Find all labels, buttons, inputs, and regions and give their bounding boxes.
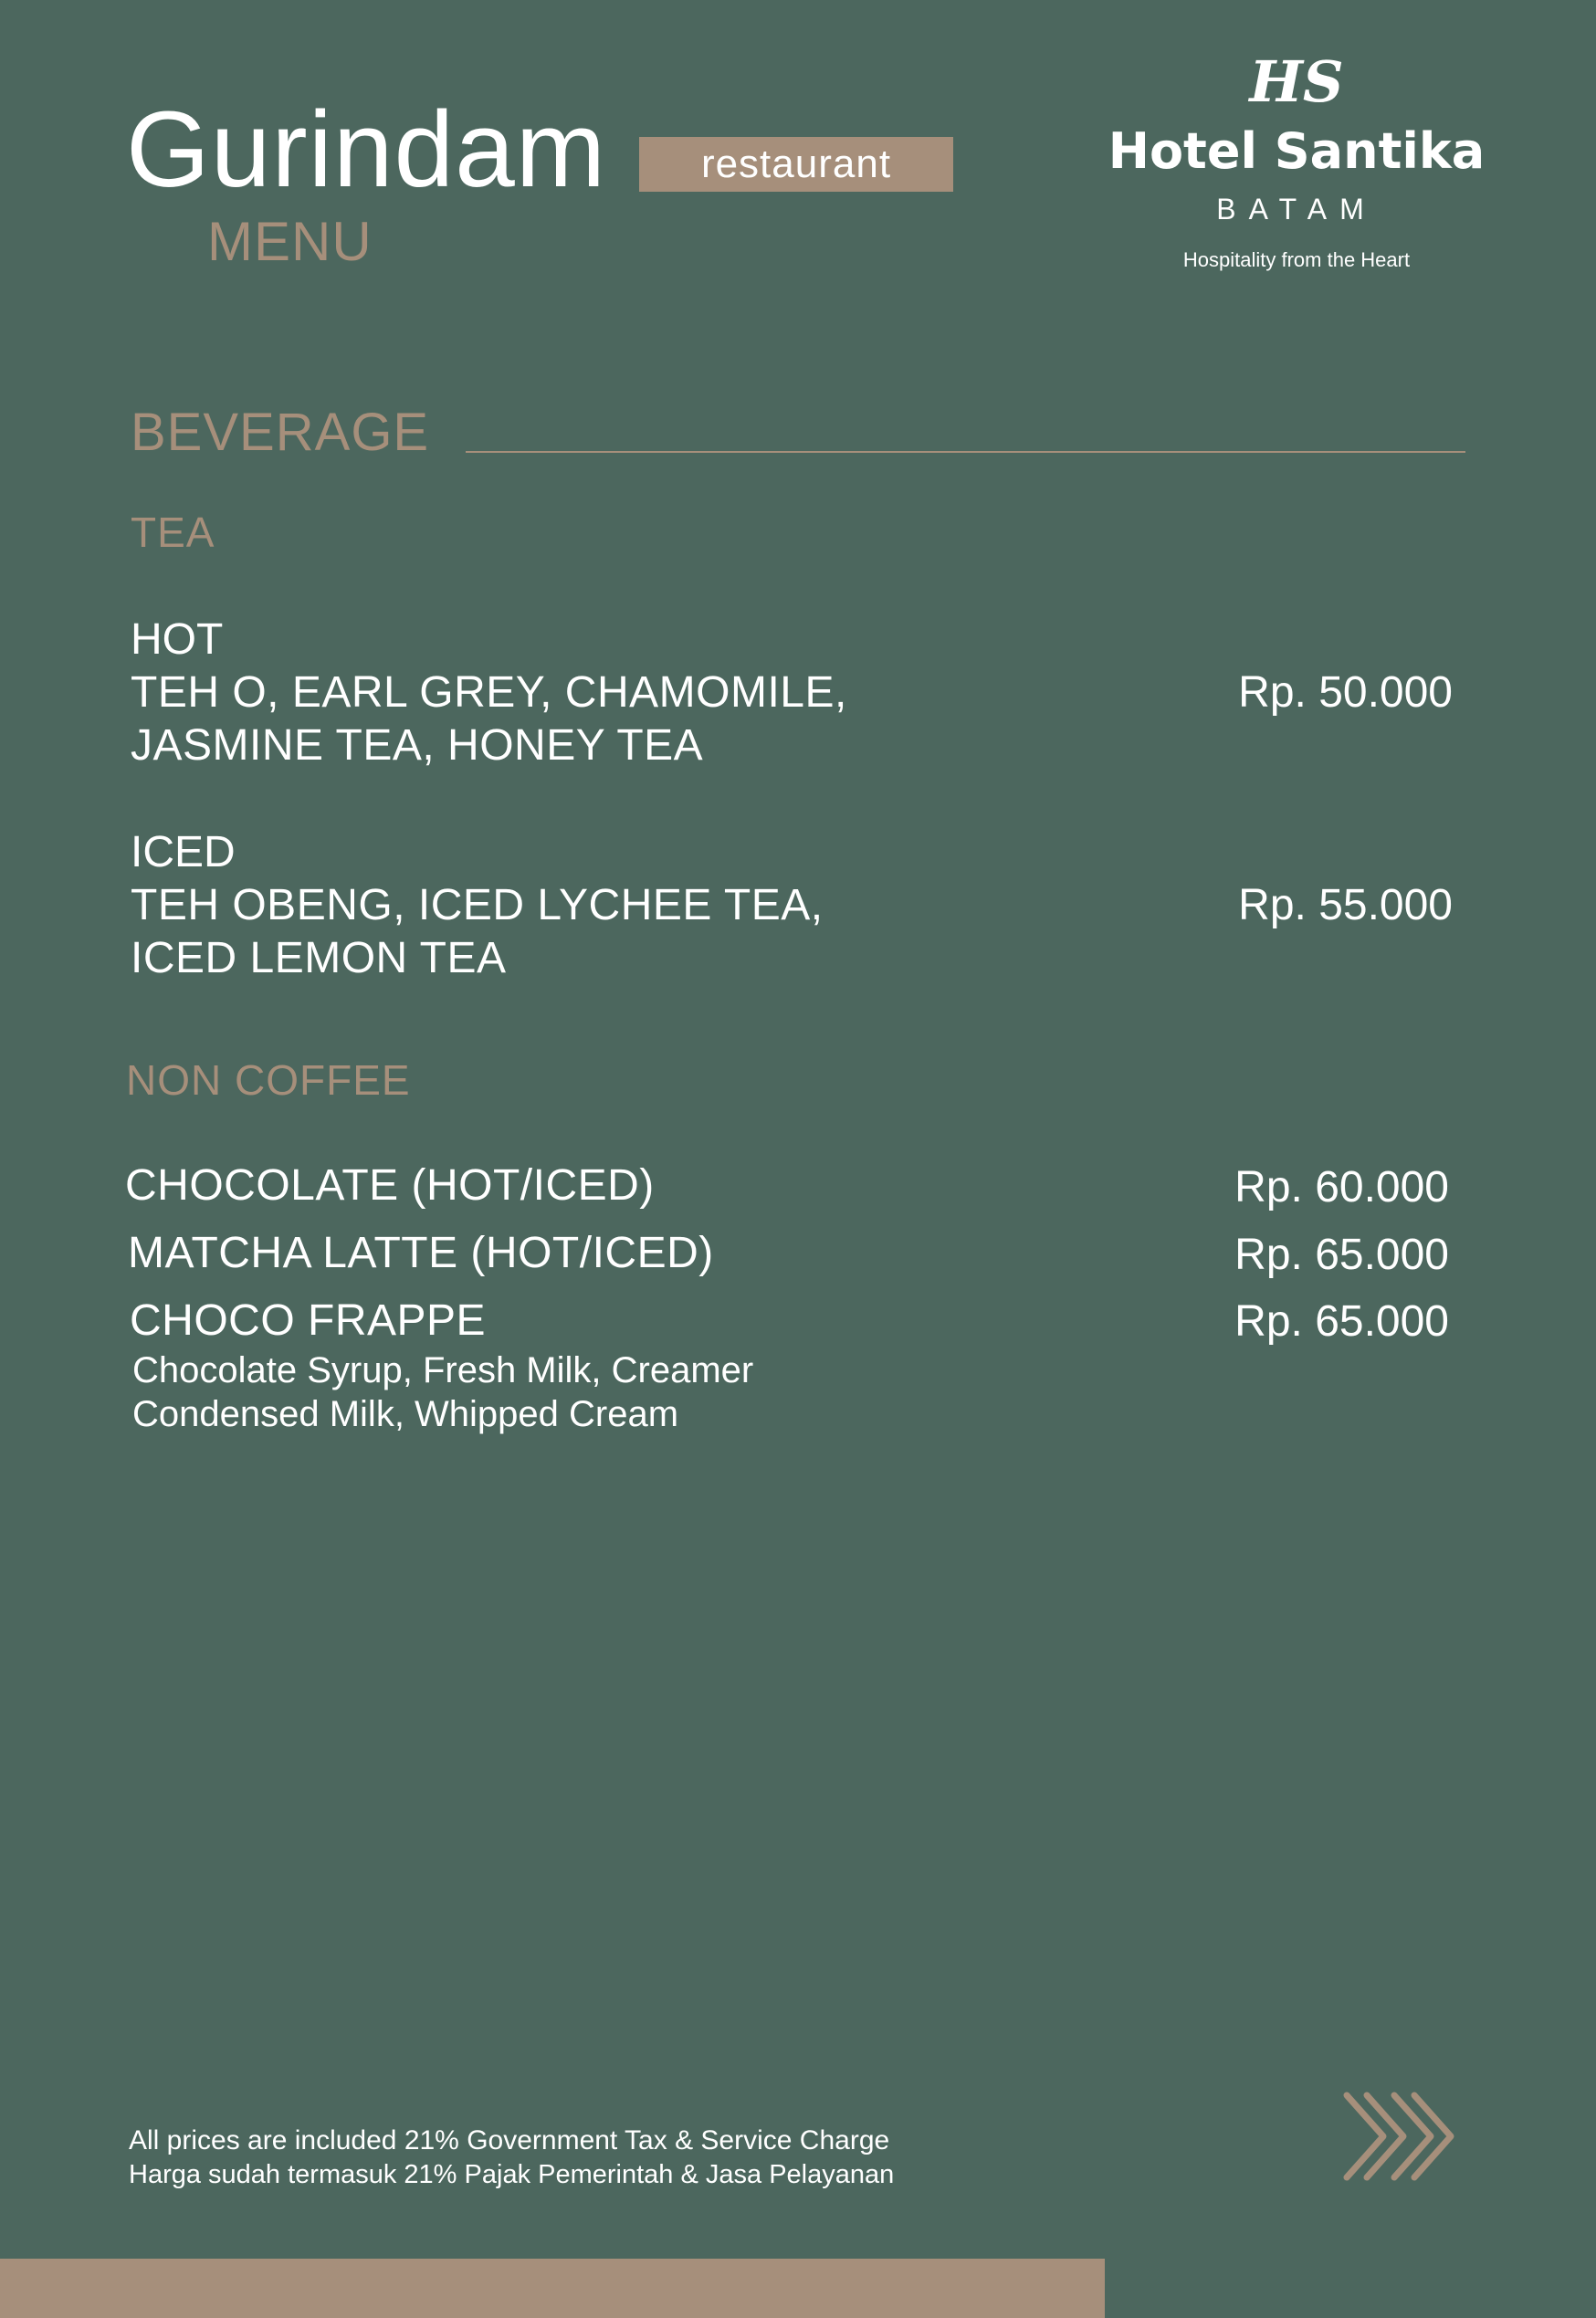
double-chevron-right-icon[interactable]	[1338, 2086, 1458, 2187]
menu-item-name: MATCHA LATTE (HOT/ICED)	[128, 1229, 714, 1277]
iced-tea-label: ICED	[131, 828, 236, 876]
menu-item-price: Rp. 65.000	[1234, 1231, 1449, 1279]
menu-item-price: Rp. 65.000	[1234, 1297, 1449, 1346]
restaurant-name: Gurindam	[126, 89, 607, 210]
hotel-name: Hotel Santika	[1108, 122, 1486, 180]
restaurant-badge: restaurant	[639, 137, 953, 192]
hot-tea-price: Rp. 50.000	[1238, 668, 1453, 717]
tax-note-english: All prices are included 21% Government Tax & Service Charge	[129, 2125, 890, 2155]
hotel-logo	[1096, 50, 1497, 272]
menu-label: MENU	[207, 211, 373, 272]
hot-tea-label: HOT	[131, 615, 224, 664]
hot-tea-items-line1: TEH O, EARL GREY, CHAMOMILE,	[131, 668, 847, 717]
menu-item-description: Condensed Milk, Whipped Cream	[132, 1394, 679, 1434]
iced-tea-price: Rp. 55.000	[1238, 881, 1453, 929]
iced-tea-items-line1: TEH OBENG, ICED LYCHEE TEA,	[131, 881, 824, 929]
hotel-monogram-icon	[1242, 50, 1351, 114]
non-coffee-heading: NON COFFEE	[126, 1056, 411, 1104]
hot-tea-items-line2: JASMINE TEA, HONEY TEA	[131, 721, 704, 770]
menu-item-price: Rp. 60.000	[1234, 1163, 1449, 1211]
section-divider	[466, 451, 1465, 453]
hotel-city: BATAM	[1216, 193, 1377, 226]
menu-item-name: CHOCO FRAPPE	[130, 1296, 487, 1345]
tea-heading: TEA	[131, 509, 215, 556]
monogram-text: HS	[1249, 50, 1344, 114]
menu-item-name: CHOCOLATE (HOT/ICED)	[125, 1161, 655, 1210]
footer-accent-bar	[0, 2259, 1105, 2318]
menu-item-description: Chocolate Syrup, Fresh Milk, Creamer	[132, 1350, 754, 1390]
iced-tea-items-line2: ICED LEMON TEA	[131, 934, 507, 982]
hotel-tagline: Hospitality from the Heart	[1182, 248, 1411, 271]
section-title: BEVERAGE	[131, 403, 430, 462]
tax-note-indonesian: Harga sudah termasuk 21% Pajak Pemerintah & Jasa Pelayanan	[129, 2160, 895, 2189]
